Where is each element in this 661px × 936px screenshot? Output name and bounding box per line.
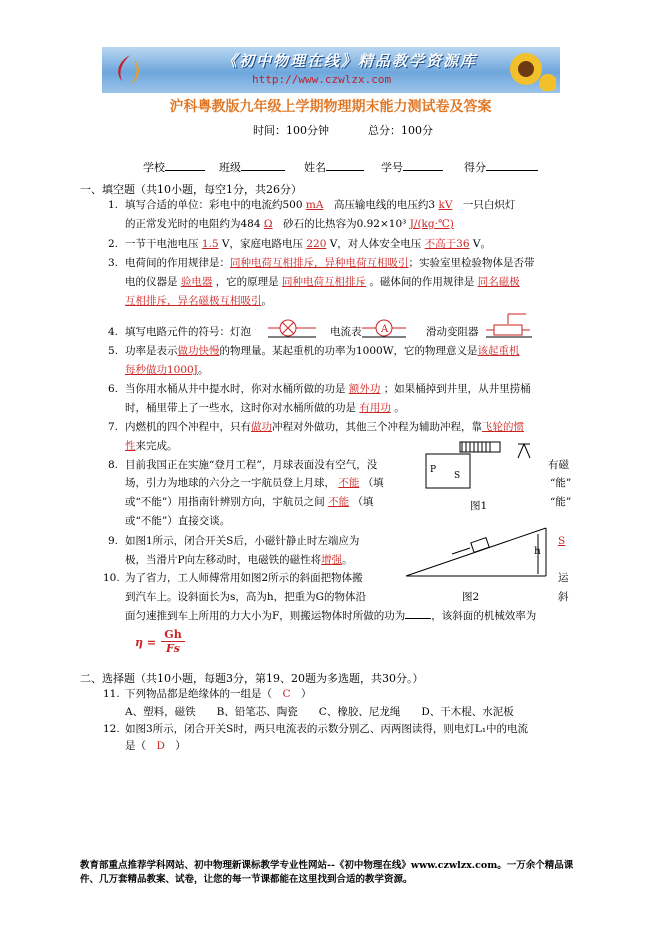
q5-line1: 功率是表示做功快慢的物理量。某起重机的功率为1000W，它的物理意义是该起重机 xyxy=(125,345,520,357)
q10-line1: 为了省力，工人师傅常用如图2所示的斜面把物体搬 xyxy=(125,572,363,584)
q11-number: 11. xyxy=(103,688,120,700)
q9-answer1: S xyxy=(558,535,566,547)
q9-number: 9. xyxy=(108,535,119,547)
figure1-electromagnet-circuit xyxy=(420,440,540,498)
sunflower-icon xyxy=(486,49,556,91)
q6-number: 6. xyxy=(108,383,119,395)
section1-heading: 一、填空题（共10小题，每空1分，共26分） xyxy=(80,183,302,196)
header-banner xyxy=(102,47,560,93)
q4-text: 填写电路元件的符号：灯泡 xyxy=(125,326,251,338)
q6-line2: 时，桶里带上了一些水，这时你对水桶所做的功是 有用功 。 xyxy=(125,402,405,414)
rheostat-symbol-icon xyxy=(486,312,532,338)
q8-line4: 或“不能”）直接交谈。 xyxy=(125,515,231,527)
q11-line1: 下列物品都是绝缘体的一组是（ C ） xyxy=(125,688,312,700)
q8-line2: 场，引力为地球的六分之一宇航员登上月球， 不能 （填 xyxy=(125,477,384,489)
figure2-label-h: h xyxy=(534,545,541,557)
q12-line2: 是（ D ） xyxy=(125,740,186,752)
q4-number: 4. xyxy=(108,326,119,338)
q5-number: 5. xyxy=(108,345,119,357)
q8-line3: 或“不能”）用指南针辨别方向，宇航员之间 不能 （填 xyxy=(125,496,374,508)
q12-line1: 如图3所示，闭合开关S时，两只电流表的示数分别乙、丙两图读得，则电灯L₁中的电流 xyxy=(125,723,529,735)
score-info: 总分：100分 xyxy=(368,124,433,137)
banner-title: 《初中物理在线》精品教学资源库 xyxy=(222,52,478,70)
number-label: 学号 xyxy=(381,159,443,175)
q11-options: A、塑料，磁铁 B、铅笔芯、陶瓷 C、橡胶、尼龙绳 D、干木棍、水泥板 xyxy=(125,706,514,718)
q10-line3: 面匀速推到车上所用的力大小为F，则搬运物体时所做的功为 ，该斜面的机械效率为 xyxy=(125,610,537,622)
q8-right3: “能” xyxy=(550,496,572,508)
q10-number: 10. xyxy=(103,572,120,584)
points-label: 得分 xyxy=(464,159,538,175)
svg-text:P: P xyxy=(430,465,437,475)
q6-line1: 当你用水桶从井中提水时，你对水桶所做的功是 额外功 ；如果桶掉到井里，从井里捞桶 xyxy=(125,383,531,395)
q7-number: 7. xyxy=(108,421,119,433)
page-footer: 教育部重点推荐学科网站、初中物理新课标教学专业性网站--《初中物理在线》www.czwlzx.com。一万余个精品课件、几万套精品教案、试卷，让您的每一节课都能在这里找到合适的教学资源。 xyxy=(80,860,574,885)
document-title: 沪科粤教版九年级上学期物理期末能力测试卷及答案 xyxy=(169,99,492,115)
school-label: 学校 xyxy=(143,159,205,175)
time-info: 时间：100分钟 xyxy=(253,124,329,137)
q8-right1: 有磁 xyxy=(548,459,569,471)
q10-right2: 斜 xyxy=(558,591,569,603)
q1-line2: 的正常发光时的电阻约为484 Ω 砂石的比热容为0.92×10³ J/(kg·℃) xyxy=(125,218,454,230)
q5-line2: 每秒做功1000J。 xyxy=(125,364,209,376)
svg-text:A: A xyxy=(381,324,389,335)
q2-line1: 一节干电池电压 1.5 V，家庭电路电压 220 V，对人体安全电压 不高于36 V。 xyxy=(125,238,491,250)
q12-number: 12. xyxy=(103,723,120,735)
q2-number: 2. xyxy=(108,238,119,250)
q3-line1: 电荷间的作用规律是：同种电荷互相排斥，异种电荷互相吸引；实验室里检验物体是否带 xyxy=(125,257,535,269)
section2-heading: 二、选择题（共10小题，每题3分，第19、20题为多选题，共30分。） xyxy=(80,672,424,685)
q4-ammeter-label: 电流表 xyxy=(330,326,362,338)
q1-line1: 填写合适的单位：彩电中的电流约500 mA 高压输电线的电压约3 kV 一只白炽灯 xyxy=(125,199,516,211)
q3-line2: 电的仪器是 验电器 ，它的原理是 同种电荷互相排斥 。磁体间的作用规律是 同名磁极 xyxy=(125,276,520,288)
figure2-caption: 图2 xyxy=(462,591,480,603)
q3-line3: 互相排斥，异名磁极互相吸引。 xyxy=(125,295,272,307)
q8-number: 8. xyxy=(108,459,119,471)
q8-line1: 目前我国正在实施“登月工程”，月球表面没有空气，没 xyxy=(125,459,378,471)
q10-line2: 到汽车上。设斜面长为s，高为h，把重为G的物体沿 xyxy=(125,591,367,603)
class-label: 班级 xyxy=(219,159,285,175)
q1-number: 1. xyxy=(108,199,119,211)
figure2-incline xyxy=(400,524,550,580)
q4-rheostat-label: 滑动变阻器 xyxy=(426,326,479,338)
q10-right1: 运 xyxy=(558,572,569,584)
q7-line2: 性来完成。 xyxy=(125,440,178,452)
q9-line2: 极，当滑片P向左移动时，电磁铁的磁性将增强。 xyxy=(125,554,353,566)
svg-text:S: S xyxy=(454,471,461,481)
ammeter-symbol-icon xyxy=(362,318,406,338)
q9-line1: 如图1所示，闭合开关S后，小磁针静止时左端应为 xyxy=(125,535,360,547)
banner-url[interactable]: http://www.czwlzx.com xyxy=(252,73,392,86)
q3-number: 3. xyxy=(108,257,119,269)
lamp-symbol-icon xyxy=(268,318,316,338)
q8-right2: “能” xyxy=(550,477,572,489)
name-label: 姓名 xyxy=(304,159,364,175)
figure1-caption: 图1 xyxy=(470,500,488,512)
q7-line1: 内燃机的四个冲程中，只有做功冲程对外做功，其他三个冲程为辅助冲程，靠飞轮的惯 xyxy=(125,421,524,433)
site-logo-icon xyxy=(108,49,152,91)
